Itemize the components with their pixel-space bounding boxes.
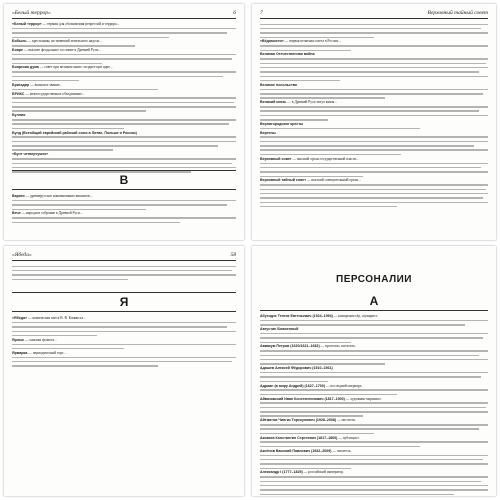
carryover-text	[12, 264, 236, 286]
section-letter: В	[119, 173, 129, 187]
entry: Боярская дума — совет при великом князе, позднее при царе...	[12, 65, 113, 70]
section-letter-bar	[12, 292, 236, 312]
entry: Варяги — древнерусское наименование викингов...	[12, 194, 93, 198]
entries-block-v	[12, 194, 236, 236]
entry: Аксёнов Василий Павлович (1932–2009) — писатель.	[260, 448, 352, 453]
entry: Бояре — высшее феодальное сословие в Древней Руси...	[12, 48, 102, 53]
entry: Аввакум Петров (1620/1621–1682) — протопоп, писатель.	[260, 344, 356, 349]
page-number: 6	[233, 10, 236, 16]
running-header	[12, 252, 236, 261]
entries-block	[12, 22, 236, 162]
entry: Аксаков Константин Сергеевич (1817–1860) — публицист.	[260, 435, 360, 440]
entry: «Бунт четвертушек»	[12, 152, 49, 157]
entry: «Белый террор» — термин для обозначения репрессий и террора...	[12, 22, 120, 26]
entry: Вертепы	[260, 130, 276, 135]
entry: Бобыль — крестьянин, не имевший земельного надела...	[12, 39, 102, 44]
entry: Александр I (1777–1825) — российский император.	[260, 470, 344, 475]
running-header	[12, 10, 236, 19]
running-head-title: «Ябеда»	[12, 252, 32, 258]
page-number: 58	[230, 252, 236, 258]
entries-block	[260, 314, 488, 490]
entry: Бригадир — воинское звание...	[12, 82, 63, 87]
entry: Великое посольство	[260, 82, 298, 87]
entry: Вече — народное собрание в Древней Руси...	[12, 211, 83, 216]
entry: «Ябеда» — комическая пьеса В. В. Капниста...	[12, 316, 86, 320]
section-letter-bar	[12, 170, 236, 190]
entry: Буллия	[12, 113, 26, 118]
running-head-title: «Белый террор»	[12, 10, 51, 16]
entry: Ярмарка — периодический торг...	[12, 350, 66, 355]
page-bottom-right	[252, 246, 496, 496]
entry: Великая Отечественная война	[260, 52, 315, 57]
entry: Айтматов Чингиз Торекулович (1928–2008) — писатель.	[260, 418, 356, 423]
entry: Адриан (в миру Андрей) (1627–1700) — последний патриарх.	[260, 383, 363, 388]
entry: БРИКС — межгосударственное объединение...	[12, 91, 85, 96]
section-divider	[260, 310, 488, 311]
entry: «Вёдомости» — первая печатная газета в России...	[260, 39, 341, 44]
entries-block	[12, 316, 236, 386]
entry: Августин Блаженный	[260, 327, 299, 332]
entry: Ярлык — ханская грамота...	[12, 337, 57, 342]
running-header	[260, 10, 488, 19]
section-letter: Я	[119, 295, 129, 309]
entry: Адашев Алексей Фёдорович (1510–1561)	[260, 366, 333, 371]
page-top-right	[252, 4, 496, 240]
section-title: ПЕРСОНАЛИИ	[336, 274, 412, 285]
entry: Верховный совет — высший орган государственной власти...	[260, 156, 360, 161]
entry: Абутидзе Тенгиз Евгеньевич (1924–1994) — кинорежиссёр, сценарист.	[260, 314, 378, 318]
entry: Великий князь — в Древней Руси титул князя...	[260, 100, 337, 105]
entry: Бунд (Всеобщий еврейский рабочий союз в Литве, Польше и России)	[12, 130, 137, 135]
page-bottom-left	[4, 246, 244, 496]
entry: Айвазовский Иван Константинович (1817–1900) — художник-маринист.	[260, 396, 382, 401]
running-head-title: Верховный тайный совет	[427, 10, 488, 16]
entry: Верховный тайный совет — высший совещательный орган...	[260, 178, 361, 183]
entries-block	[260, 22, 488, 234]
section-letter: А	[369, 294, 379, 308]
entry: Вернигородские кресты	[260, 121, 304, 126]
page-number: 7	[260, 10, 263, 16]
page-top-left	[4, 4, 244, 240]
